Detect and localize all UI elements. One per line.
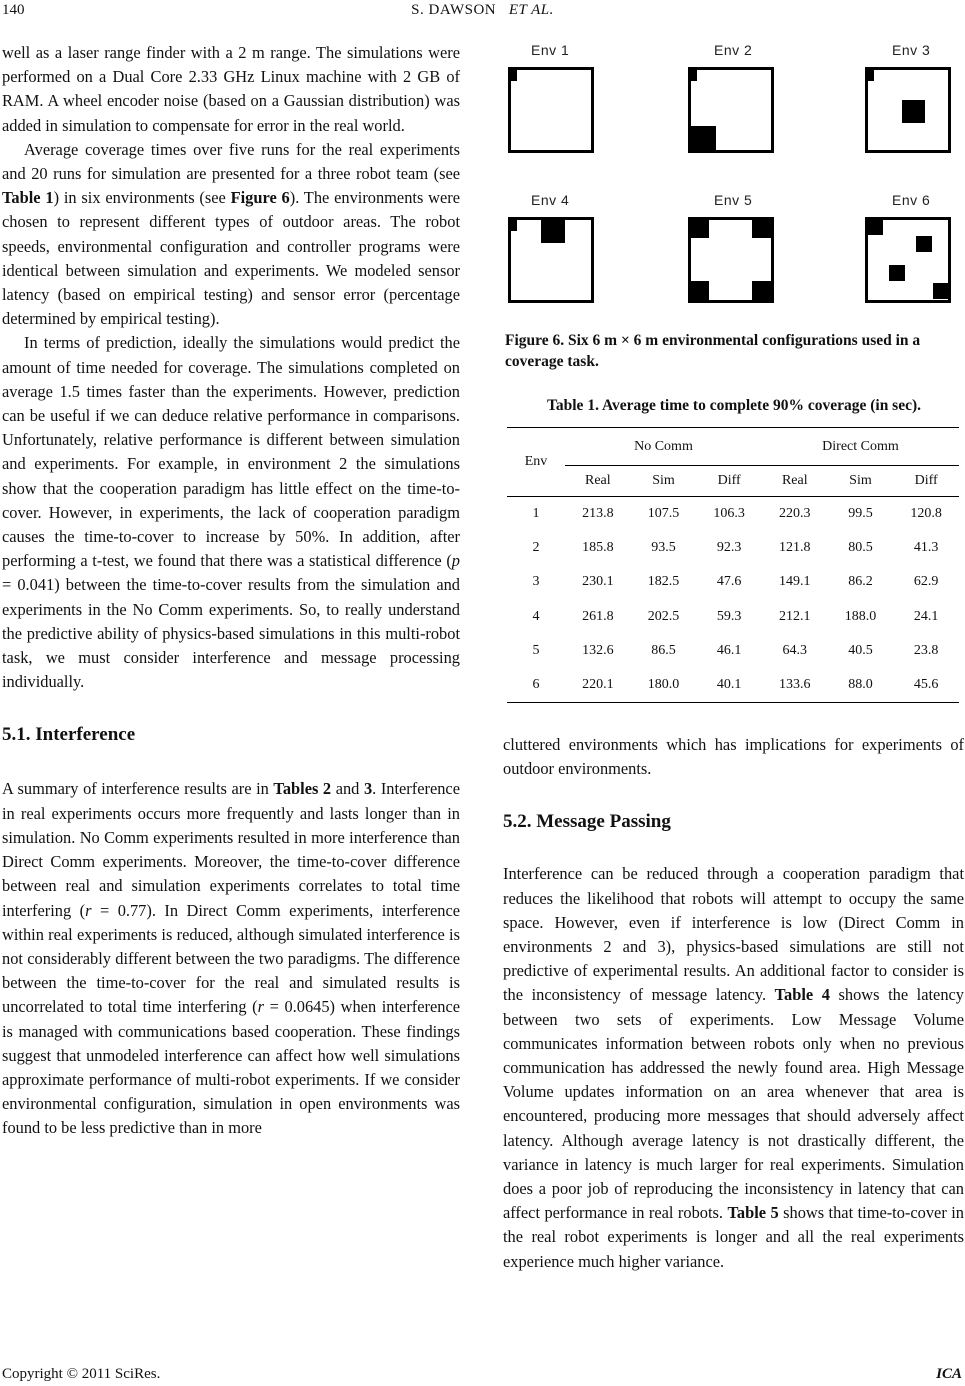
env-6-obstacle-bottom-right xyxy=(933,283,949,299)
table-cell: 80.5 xyxy=(848,540,873,556)
table-cell: 120.8 xyxy=(910,505,942,521)
table-cell: 41.3 xyxy=(913,540,939,556)
env-2-map xyxy=(688,67,774,153)
table-1-title: Table 1. Average time to complete 90% coverage (in sec). xyxy=(546,397,922,414)
table-cell: 23.8 xyxy=(913,643,939,659)
table-cell: 132.6 xyxy=(582,643,614,659)
right-column xyxy=(503,733,964,1274)
running-header-etal: ET AL. xyxy=(508,2,554,18)
env-6-obstacle-upper-right xyxy=(916,236,932,252)
table-row xyxy=(507,668,959,702)
env-4-start-marker xyxy=(510,219,517,231)
table-cell: 213.8 xyxy=(582,505,614,521)
section-heading-message-passing: 5.2. Message Passing xyxy=(503,811,671,833)
table-1 xyxy=(507,427,959,703)
table-3-link[interactable]: 3 xyxy=(363,779,373,799)
col-header-sim: Sim xyxy=(849,473,872,488)
table-cell: 107.5 xyxy=(647,505,680,521)
col-header-diff: Diff xyxy=(914,473,938,488)
table-cell: 59.3 xyxy=(716,608,742,624)
table-cell: 45.6 xyxy=(913,677,939,693)
table-cell: 86.2 xyxy=(848,574,873,590)
table-cell: 212.1 xyxy=(779,608,811,624)
table-cell: 185.8 xyxy=(582,540,614,556)
table-cell: 106.3 xyxy=(713,505,745,521)
section-heading-interference: 5.1. Interference xyxy=(2,724,136,746)
running-header xyxy=(0,2,965,19)
env-1-map xyxy=(508,67,594,153)
env-2-obstacle xyxy=(690,126,716,152)
table-cell: 133.6 xyxy=(779,677,811,693)
table-cell: 180.0 xyxy=(647,677,680,693)
table-row xyxy=(507,565,959,599)
table-cell: 93.5 xyxy=(651,540,676,556)
paragraph-hardware: well as a laser range finder with a 2 m range. The simulations were performed on a Dual Core 2.33 GHz Linux machine with 2 GB of RAM. A wheel encoder noise (based on a Gaussian distribution) was added in simulation to compensate for error in the real world. xyxy=(2,43,460,135)
table-row xyxy=(507,634,959,668)
env-4-obstacle xyxy=(541,219,565,243)
table-4-link[interactable]: Table 4 xyxy=(774,985,830,1005)
table-cell: 3 xyxy=(532,574,540,590)
figure-6-caption: Figure 6. Six 6 m × 6 m environmental configurations used in a coverage task. xyxy=(505,332,921,370)
figure-6-environments xyxy=(508,40,964,318)
env-2-start-marker xyxy=(690,69,697,81)
table-cell: 6 xyxy=(532,677,540,693)
group-header-direct-comm: Direct Comm xyxy=(762,428,959,466)
env-5-label: Env 5 xyxy=(714,192,753,208)
table-cell: 220.1 xyxy=(582,677,614,693)
env-6-map xyxy=(865,217,951,303)
table-cell: 62.9 xyxy=(913,574,939,590)
table-cell: 121.8 xyxy=(779,540,811,556)
env-1-start-marker xyxy=(510,69,517,81)
table-5-link[interactable]: Table 5 xyxy=(727,1203,779,1223)
env-3-label: Env 3 xyxy=(892,42,931,58)
env-5-obstacle-bottom-right xyxy=(752,281,771,300)
table-row xyxy=(507,531,959,565)
table-cell: 230.1 xyxy=(582,574,614,590)
table-cell: 182.5 xyxy=(647,574,680,590)
env-6-label: Env 6 xyxy=(892,192,931,208)
col-header-env: Env xyxy=(524,454,548,469)
table-cell: 2 xyxy=(532,540,540,556)
table-cell: 188.0 xyxy=(844,608,877,624)
table-cell: 1 xyxy=(532,505,540,521)
col-header-real: Real xyxy=(781,473,808,488)
figure-6-link[interactable]: Figure 6 xyxy=(230,188,290,208)
paragraph-cluttered: cluttered environments which has implications for experiments of outdoor environments. xyxy=(503,735,964,779)
env-4-map xyxy=(508,217,594,303)
table-cell: 46.1 xyxy=(716,643,742,659)
table-cell: 47.6 xyxy=(716,574,742,590)
table-cell: 88.0 xyxy=(848,677,873,693)
tables-2-link[interactable]: Tables 2 xyxy=(273,779,332,799)
col-header-sim: Sim xyxy=(652,473,675,488)
col-header-diff: Diff xyxy=(717,473,741,488)
table-cell: 24.1 xyxy=(913,608,939,624)
env-5-map xyxy=(688,217,774,303)
env-3-obstacle xyxy=(902,100,925,123)
env-4-label: Env 4 xyxy=(531,192,570,208)
table-cell: 4 xyxy=(532,608,540,624)
env-2-label: Env 2 xyxy=(714,42,753,58)
paragraph-prediction: In terms of prediction, ideally the simulations would predict the amount of time needed for coverage. The simulations completed on average 1.5 times faster than the experiments. However, prediction can be useful if we can deduce relative performance in comparisons. Unfortunately, relative performance is different between simulation and experiments. For example, in environment 2 the simulations show that the cooperation paradigm has little effect on the time-to-cover. However, in experiments, the lack of cooperation paradigm causes the time-to-cover to increase by 50%. In addition, after performing a t-test, we found that there was a statistical difference (p = 0.041) between the time-to-cover results from the simulation and experiments in the No Comm experiments. So, to really understand the predictive ability of physics-based simulations in this multi-robot task, we must consider interference and message processing individually. xyxy=(2,333,460,692)
table-cell: 40.1 xyxy=(716,677,742,693)
env-3-map xyxy=(865,67,951,153)
env-1-label: Env 1 xyxy=(531,42,570,58)
paragraph-message-passing: Interference can be reduced through a cooperation paradigm that reduces the likelihood that robots will attempt to occupy the same space. However, even if interference is low (Direct Comm in environments 2 and 3), physics-based simulations are still not predictive of experimental results. An additional factor to consider is the inconsistency of message latency. Table 4 shows the latency between two sets of experiments. Low Message Volume communicates information between robots only when no previous communication has addressed the newly found area. High Message Volume updates information on an area whenever that area is encountered, producing more messages that should adversely affect latency. Although average latency is not drastically different, the variance in latency is much larger for real experiments. Simulation does a poor job of reproducing the inconsistency in latency that can affect performance in real robots. Table 5 shows that time-to-cover in the real robot experiments is longer and all the real experiments experience much higher variance. xyxy=(503,864,964,1271)
table-1-link[interactable]: Table 1 xyxy=(2,188,54,208)
env-6-obstacle-center-left xyxy=(889,265,905,281)
paragraph-interference: A summary of interference results are in Tables 2 and 3. Interference in real experiments occurs more frequently and lasts longer than in simulation. No Comm experiments resulted in more interference than Direct Comm experiments. Moreover, the time-to-cover difference between real and simulation experiments correlates to total time interfering (r = 0.77). In Direct Comm experiments, interference within real experiments is reduced, although simulated interference is not considerably different between the two paradigms. The difference between the time-to-cover for the real and simulated results is uncorrelated to total time interfering (r = 0.0645) when interference is managed with communications based cooperation. These findings suggest that unmodeled interference can affect how well simulations approximate performance of multi-robot experiments. If we consider environmental configuration, simulation in open environments was found to be less predictive than in more xyxy=(2,779,460,1138)
env-5-obstacle-bottom-left xyxy=(690,281,709,300)
footer-journal: ICA xyxy=(936,1366,962,1382)
table-cell: 64.3 xyxy=(782,643,808,659)
env-5-obstacle-top-left xyxy=(690,219,709,238)
paragraph-coverage-times: Average coverage times over five runs for the real experiments and 20 runs for simulation are presented for a three robot team (see Table 1) in six environments (see Figure 6). The environments were chosen to represent different types of outdoor areas. The robot speeds, environmental configuration and controller programs were identical between simulation and experiments. We modeled sensor latency (based on empirical testing) and sensor error (percentage determined by empirical testing). xyxy=(2,139,460,329)
table-cell: 92.3 xyxy=(716,540,742,556)
running-header-authors: S. DAWSON xyxy=(411,2,497,18)
table-cell: 220.3 xyxy=(779,505,811,521)
footer-copyright: Copyright © 2011 SciRes. xyxy=(2,1366,161,1382)
table-cell: 261.8 xyxy=(582,608,614,624)
table-cell: 202.5 xyxy=(647,608,680,624)
table-cell: 5 xyxy=(532,643,540,659)
page-number: 140 xyxy=(2,2,25,18)
env-5-obstacle-top-right xyxy=(752,219,771,238)
col-header-real: Real xyxy=(585,473,611,488)
table-cell: 99.5 xyxy=(848,505,873,521)
group-header-no-comm: No Comm xyxy=(565,428,762,466)
table-row xyxy=(507,600,959,634)
env-3-start-marker xyxy=(867,69,874,81)
left-column xyxy=(2,41,460,1141)
table-row xyxy=(507,497,959,531)
table-cell: 149.1 xyxy=(779,574,811,590)
table-cell: 86.5 xyxy=(651,643,676,659)
env-6-obstacle-top-left xyxy=(867,219,883,235)
table-cell: 40.5 xyxy=(848,643,873,659)
